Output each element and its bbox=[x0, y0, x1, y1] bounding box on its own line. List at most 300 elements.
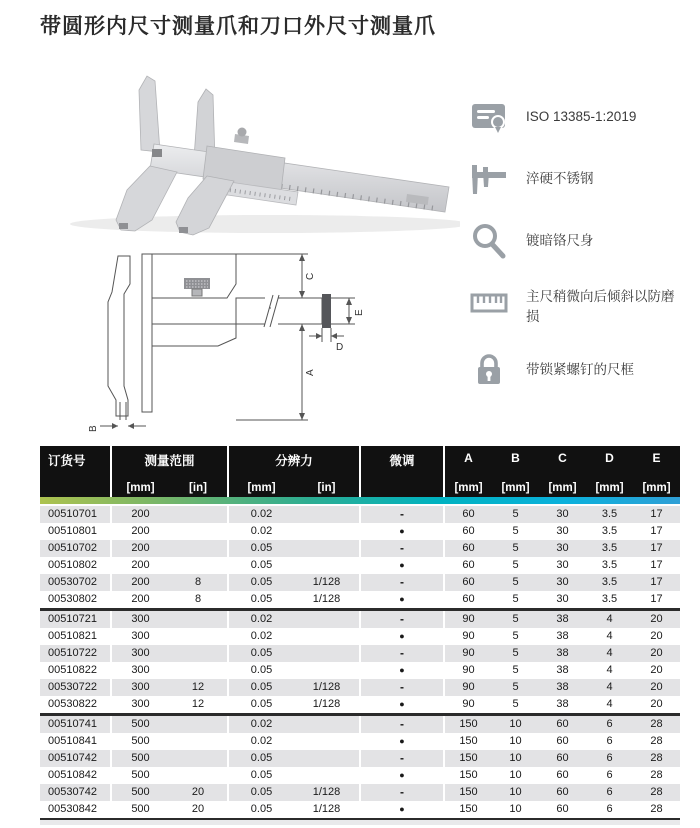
cell-dim-d: 6 bbox=[606, 735, 613, 747]
col-resolution: 分辨力 bbox=[275, 454, 313, 468]
cell-dim-e: 20 bbox=[650, 698, 663, 710]
cell-fine-adjust: - bbox=[400, 507, 404, 521]
dim-label-d: D bbox=[336, 342, 344, 353]
dim-label-c: C bbox=[305, 272, 316, 280]
cell-resolution-in bbox=[294, 767, 359, 784]
range-block bbox=[112, 611, 227, 628]
order-block bbox=[40, 801, 110, 818]
cell-fine-adjust: ● bbox=[399, 594, 405, 604]
order-block bbox=[40, 574, 110, 591]
cell-range-in: 12 bbox=[191, 698, 205, 710]
fine-adjust-block bbox=[361, 679, 443, 696]
cell-dim-a: 90 bbox=[462, 664, 475, 676]
order-block bbox=[40, 716, 110, 733]
fine-adjust-block bbox=[361, 611, 443, 628]
cell-order-number: 00510842 bbox=[48, 769, 97, 781]
cell-dim-a: 90 bbox=[462, 630, 475, 642]
cell-resolution-in bbox=[294, 716, 359, 733]
col-measuring-range: 测量范围 bbox=[144, 454, 195, 468]
cell-resolution-in bbox=[294, 540, 359, 557]
cell-dim-e: 17 bbox=[650, 542, 663, 554]
order-block bbox=[40, 645, 110, 662]
cell-dim-c: 60 bbox=[556, 803, 569, 815]
cell-resolution-in bbox=[294, 628, 359, 645]
dimensions-block bbox=[445, 611, 680, 628]
cell-dim-e: 20 bbox=[650, 630, 663, 642]
cell-dim-c: 30 bbox=[556, 525, 569, 537]
cell-range-in bbox=[169, 733, 227, 750]
cell-dim-d: 3.5 bbox=[601, 559, 618, 571]
cell-dim-d: 6 bbox=[606, 718, 613, 730]
cell-dim-e: 20 bbox=[650, 681, 663, 693]
fine-adjust-block bbox=[361, 767, 443, 784]
unit-mm: [mm] bbox=[548, 482, 577, 494]
cell-range-mm: 200 bbox=[131, 542, 150, 554]
dimensions-block bbox=[445, 679, 680, 696]
range-block bbox=[112, 679, 227, 696]
cell-fine-adjust: - bbox=[400, 575, 404, 589]
diagram-beam-end bbox=[322, 294, 331, 328]
cell-fine-adjust: - bbox=[400, 612, 404, 626]
dimensions-block bbox=[445, 767, 680, 784]
cell-dim-d: 4 bbox=[606, 698, 613, 710]
dim-label-b: B bbox=[88, 425, 99, 432]
cell-resolution-mm: 0.02 bbox=[250, 613, 273, 625]
range-block bbox=[112, 540, 227, 557]
resolution-block bbox=[229, 540, 359, 557]
cell-dim-a: 150 bbox=[459, 769, 478, 781]
cell-dim-e: 20 bbox=[650, 613, 663, 625]
cell-range-mm: 200 bbox=[131, 593, 150, 605]
dimensions-block bbox=[445, 696, 680, 713]
cell-order-number: 00530742 bbox=[48, 786, 97, 798]
table-row bbox=[40, 540, 680, 557]
cell-dim-b: 10 bbox=[509, 752, 522, 764]
magnifier-icon bbox=[470, 222, 508, 259]
cell-order-number: 00510801 bbox=[48, 525, 97, 537]
cell-range-in bbox=[169, 628, 227, 645]
cell-dim-c: 38 bbox=[556, 647, 569, 659]
cell-order-number: 00510702 bbox=[48, 542, 97, 554]
feature-label: 主尺稍微向后倾斜以防磨损 bbox=[526, 289, 675, 324]
cell-dim-d: 3.5 bbox=[601, 508, 618, 520]
diagram-knurl-grip bbox=[184, 278, 210, 289]
cell-range-mm: 300 bbox=[131, 613, 150, 625]
cell-resolution-in: 1/128 bbox=[312, 681, 341, 693]
cell-order-number: 00530822 bbox=[48, 698, 97, 710]
resolution-block bbox=[229, 784, 359, 801]
cell-dim-c: 38 bbox=[556, 681, 569, 693]
table-row bbox=[40, 662, 680, 679]
dimensions-block bbox=[445, 716, 680, 733]
fine-adjust-block bbox=[361, 733, 443, 750]
cell-dim-b: 5 bbox=[512, 664, 519, 676]
table-row bbox=[40, 733, 680, 750]
cell-dim-c: 38 bbox=[556, 698, 569, 710]
fine-adjust-block bbox=[361, 628, 443, 645]
cell-dim-a: 90 bbox=[462, 698, 475, 710]
fine-adjust-block bbox=[361, 696, 443, 713]
cell-range-in: 8 bbox=[194, 576, 202, 588]
cell-dim-a: 150 bbox=[459, 718, 478, 730]
col-order-number: 订货号 bbox=[48, 454, 86, 468]
dimensions-block bbox=[445, 540, 680, 557]
cell-dim-c: 60 bbox=[556, 735, 569, 747]
cell-resolution-mm: 0.05 bbox=[250, 803, 273, 815]
cell-range-mm: 500 bbox=[131, 786, 150, 798]
range-block bbox=[112, 645, 227, 662]
dimensions-block bbox=[445, 591, 680, 608]
cell-dim-d: 3.5 bbox=[601, 576, 618, 588]
cell-range-in bbox=[169, 662, 227, 679]
cell-dim-e: 17 bbox=[650, 593, 663, 605]
photo-upper-fixed-jaw bbox=[139, 76, 160, 152]
cell-range-mm: 300 bbox=[131, 647, 150, 659]
cell-dim-c: 38 bbox=[556, 613, 569, 625]
resolution-block bbox=[229, 750, 359, 767]
cell-dim-d: 3.5 bbox=[601, 593, 618, 605]
cell-resolution-mm: 0.02 bbox=[250, 508, 273, 520]
cell-dim-a: 90 bbox=[462, 681, 475, 693]
cell-range-mm: 200 bbox=[131, 508, 150, 520]
cell-dim-c: 30 bbox=[556, 542, 569, 554]
cell-range-mm: 300 bbox=[131, 698, 150, 710]
cell-dim-c: 38 bbox=[556, 664, 569, 676]
dimensions-block bbox=[445, 784, 680, 801]
cell-range-in bbox=[169, 523, 227, 540]
cell-range-mm: 500 bbox=[131, 769, 150, 781]
order-block bbox=[40, 679, 110, 696]
diagram-fixed-jaw bbox=[108, 256, 130, 416]
order-block bbox=[40, 523, 110, 540]
cell-range-in bbox=[169, 716, 227, 733]
dimensions-block bbox=[445, 733, 680, 750]
fine-adjust-block bbox=[361, 591, 443, 608]
cell-fine-adjust: ● bbox=[399, 665, 405, 675]
feature-label: 带锁紧螺钉的尺框 bbox=[526, 362, 634, 378]
cell-dim-c: 30 bbox=[556, 593, 569, 605]
table-row bbox=[40, 628, 680, 645]
certificate-icon bbox=[470, 98, 508, 135]
cell-range-mm: 300 bbox=[131, 630, 150, 642]
table-row bbox=[40, 696, 680, 713]
cell-fine-adjust: - bbox=[400, 646, 404, 660]
cell-resolution-mm: 0.05 bbox=[250, 786, 273, 798]
cell-range-mm: 500 bbox=[131, 718, 150, 730]
cell-dim-d: 6 bbox=[606, 769, 613, 781]
cell-fine-adjust: ● bbox=[399, 804, 405, 814]
order-block bbox=[40, 696, 110, 713]
range-block bbox=[112, 733, 227, 750]
resolution-block bbox=[229, 611, 359, 628]
cell-dim-a: 60 bbox=[462, 542, 475, 554]
dimensions-block bbox=[445, 506, 680, 523]
cell-resolution-in bbox=[294, 733, 359, 750]
cell-fine-adjust: - bbox=[400, 785, 404, 799]
cell-dim-e: 28 bbox=[650, 735, 663, 747]
header-block-fine-adjust bbox=[361, 446, 443, 497]
table-row bbox=[40, 784, 680, 801]
order-block bbox=[40, 662, 110, 679]
cell-resolution-mm: 0.05 bbox=[250, 593, 273, 605]
ruler-icon bbox=[470, 284, 508, 321]
cell-resolution-in bbox=[294, 506, 359, 523]
resolution-block bbox=[229, 628, 359, 645]
cell-dim-e: 28 bbox=[650, 752, 663, 764]
order-block bbox=[40, 540, 110, 557]
cell-fine-adjust: - bbox=[400, 680, 404, 694]
cell-dim-c: 60 bbox=[556, 752, 569, 764]
cell-range-in bbox=[169, 645, 227, 662]
table-row bbox=[40, 801, 680, 818]
cell-resolution-mm: 0.02 bbox=[250, 525, 273, 537]
unit-in: [in] bbox=[317, 482, 336, 494]
resolution-block bbox=[229, 696, 359, 713]
cell-range-mm: 300 bbox=[131, 664, 150, 676]
order-block bbox=[40, 591, 110, 608]
fine-adjust-block bbox=[361, 801, 443, 818]
cell-dim-a: 60 bbox=[462, 508, 475, 520]
unit-mm: [mm] bbox=[126, 482, 155, 494]
fine-adjust-block bbox=[361, 574, 443, 591]
header-accent-gradient bbox=[40, 497, 680, 504]
caliper-icon bbox=[470, 160, 508, 197]
fine-adjust-block bbox=[361, 540, 443, 557]
cell-dim-d: 4 bbox=[606, 630, 613, 642]
feature-chrome-scale bbox=[470, 222, 692, 259]
cell-resolution-in: 1/128 bbox=[312, 576, 341, 588]
cell-dim-e: 28 bbox=[650, 718, 663, 730]
feature-label: 淬硬不锈钢 bbox=[526, 171, 594, 186]
dimensions-block bbox=[445, 662, 680, 679]
cell-order-number: 00510701 bbox=[48, 508, 97, 520]
table-row bbox=[40, 611, 680, 628]
range-block bbox=[112, 801, 227, 818]
range-block bbox=[112, 574, 227, 591]
cell-dim-e: 20 bbox=[650, 664, 663, 676]
header-block-dimensions bbox=[445, 446, 680, 497]
cell-dim-d: 3.5 bbox=[601, 542, 618, 554]
dim-label-a: A bbox=[305, 369, 316, 376]
dimension-diagram bbox=[66, 240, 366, 436]
unit-mm: [mm] bbox=[247, 482, 276, 494]
col-fine-adjust: 微调 bbox=[389, 454, 415, 468]
cell-dim-b: 5 bbox=[512, 613, 519, 625]
cell-resolution-mm: 0.02 bbox=[250, 735, 273, 747]
cell-range-mm: 500 bbox=[131, 735, 150, 747]
resolution-block bbox=[229, 645, 359, 662]
cell-dim-b: 10 bbox=[509, 735, 522, 747]
cell-range-in bbox=[169, 750, 227, 767]
photo-fixed-jaw-tip bbox=[119, 223, 128, 229]
range-block bbox=[112, 767, 227, 784]
table-row bbox=[40, 767, 680, 784]
cell-dim-b: 5 bbox=[512, 576, 519, 588]
cell-resolution-mm: 0.05 bbox=[250, 752, 273, 764]
cell-resolution-in bbox=[294, 523, 359, 540]
order-block bbox=[40, 506, 110, 523]
cell-fine-adjust: - bbox=[400, 541, 404, 555]
cell-order-number: 00510742 bbox=[48, 752, 97, 764]
cell-fine-adjust: - bbox=[400, 717, 404, 731]
col-dim-c: C bbox=[558, 451, 567, 465]
cell-resolution-in bbox=[294, 645, 359, 662]
col-dim-d: D bbox=[605, 451, 614, 465]
lock-icon bbox=[470, 351, 508, 388]
cell-dim-b: 5 bbox=[512, 630, 519, 642]
cell-fine-adjust: ● bbox=[399, 736, 405, 746]
cell-dim-d: 4 bbox=[606, 647, 613, 659]
resolution-block bbox=[229, 679, 359, 696]
cell-resolution-in bbox=[294, 611, 359, 628]
feature-tilted-scale bbox=[470, 284, 692, 326]
resolution-block bbox=[229, 733, 359, 750]
cell-dim-b: 5 bbox=[512, 542, 519, 554]
fine-adjust-block bbox=[361, 645, 443, 662]
cell-dim-a: 90 bbox=[462, 613, 475, 625]
diagram-grip-stem bbox=[192, 289, 202, 296]
cell-dim-b: 5 bbox=[512, 647, 519, 659]
diagram-movable-jaw bbox=[142, 254, 152, 412]
cell-range-in: 8 bbox=[194, 593, 202, 605]
cell-dim-d: 6 bbox=[606, 752, 613, 764]
cell-range-mm: 200 bbox=[131, 525, 150, 537]
cell-order-number: 00510821 bbox=[48, 630, 97, 642]
order-block bbox=[40, 628, 110, 645]
resolution-block bbox=[229, 767, 359, 784]
cell-dim-a: 150 bbox=[459, 752, 478, 764]
table-row bbox=[40, 645, 680, 662]
cell-dim-b: 10 bbox=[509, 718, 522, 730]
order-block bbox=[40, 784, 110, 801]
cell-range-in bbox=[169, 611, 227, 628]
cell-order-number: 00530842 bbox=[48, 803, 97, 815]
cell-range-mm: 500 bbox=[131, 803, 150, 815]
cell-order-number: 00530722 bbox=[48, 681, 97, 693]
table-body bbox=[40, 506, 680, 818]
cell-resolution-in bbox=[294, 750, 359, 767]
dimensions-block bbox=[445, 750, 680, 767]
cell-dim-c: 30 bbox=[556, 576, 569, 588]
resolution-block bbox=[229, 591, 359, 608]
product-table bbox=[40, 446, 680, 825]
cell-resolution-in bbox=[294, 557, 359, 574]
cell-dim-b: 5 bbox=[512, 525, 519, 537]
cell-resolution-mm: 0.05 bbox=[250, 769, 273, 781]
cell-range-in: 20 bbox=[191, 803, 205, 815]
cell-dim-a: 60 bbox=[462, 525, 475, 537]
range-block bbox=[112, 716, 227, 733]
col-dim-a: A bbox=[464, 451, 473, 465]
cell-dim-b: 5 bbox=[512, 698, 519, 710]
cell-dim-a: 60 bbox=[462, 576, 475, 588]
header-block-resolution bbox=[229, 446, 359, 497]
order-block bbox=[40, 557, 110, 574]
cell-dim-b: 5 bbox=[512, 681, 519, 693]
cell-resolution-in: 1/128 bbox=[312, 698, 341, 710]
dim-label-e: E bbox=[354, 309, 365, 316]
feature-iso bbox=[470, 98, 692, 135]
table-row bbox=[40, 679, 680, 696]
caliper-photo bbox=[55, 60, 460, 238]
fine-adjust-block bbox=[361, 523, 443, 540]
cell-dim-e: 17 bbox=[650, 508, 663, 520]
cell-dim-e: 28 bbox=[650, 786, 663, 798]
col-dim-e: E bbox=[652, 451, 661, 465]
range-block bbox=[112, 557, 227, 574]
order-block bbox=[40, 611, 110, 628]
feature-label: ISO 13385-1:2019 bbox=[526, 109, 637, 124]
cell-range-in: 12 bbox=[191, 681, 205, 693]
feature-hardened-steel bbox=[470, 160, 692, 197]
range-block bbox=[112, 750, 227, 767]
unit-mm: [mm] bbox=[454, 482, 483, 494]
cell-order-number: 00510822 bbox=[48, 664, 97, 676]
cell-resolution-mm: 0.05 bbox=[250, 664, 273, 676]
cell-dim-d: 6 bbox=[606, 786, 613, 798]
cell-range-mm: 200 bbox=[131, 559, 150, 571]
cell-dim-c: 60 bbox=[556, 769, 569, 781]
cell-dim-d: 4 bbox=[606, 613, 613, 625]
feature-label: 镀暗铬尺身 bbox=[526, 233, 594, 248]
cell-resolution-mm: 0.02 bbox=[250, 718, 273, 730]
table-row bbox=[40, 506, 680, 523]
cell-resolution-mm: 0.05 bbox=[250, 647, 273, 659]
cell-dim-e: 20 bbox=[650, 647, 663, 659]
dimensions-block bbox=[445, 557, 680, 574]
cell-dim-e: 28 bbox=[650, 769, 663, 781]
cell-order-number: 00510802 bbox=[48, 559, 97, 571]
cell-fine-adjust: ● bbox=[399, 526, 405, 536]
range-block bbox=[112, 784, 227, 801]
cell-resolution-mm: 0.05 bbox=[250, 559, 273, 571]
cell-range-mm: 200 bbox=[131, 576, 150, 588]
resolution-block bbox=[229, 716, 359, 733]
cell-range-mm: 300 bbox=[131, 681, 150, 693]
cell-dim-b: 5 bbox=[512, 508, 519, 520]
cell-dim-a: 150 bbox=[459, 735, 478, 747]
photo-logo-tag bbox=[152, 149, 162, 157]
cell-dim-c: 60 bbox=[556, 718, 569, 730]
cell-dim-b: 10 bbox=[509, 769, 522, 781]
fine-adjust-block bbox=[361, 506, 443, 523]
table-row bbox=[40, 750, 680, 767]
table-row bbox=[40, 591, 680, 608]
range-block bbox=[112, 506, 227, 523]
cell-fine-adjust: ● bbox=[399, 770, 405, 780]
cell-dim-c: 30 bbox=[556, 559, 569, 571]
cell-resolution-mm: 0.02 bbox=[250, 630, 273, 642]
range-block bbox=[112, 523, 227, 540]
photo-screw-knob bbox=[238, 128, 247, 137]
dimensions-block bbox=[445, 574, 680, 591]
cell-resolution-in: 1/128 bbox=[312, 593, 341, 605]
resolution-block bbox=[229, 506, 359, 523]
unit-mm: [mm] bbox=[501, 482, 530, 494]
cell-range-in bbox=[169, 557, 227, 574]
cell-fine-adjust: ● bbox=[399, 699, 405, 709]
cell-dim-c: 60 bbox=[556, 786, 569, 798]
cell-dim-b: 5 bbox=[512, 593, 519, 605]
table-row bbox=[40, 557, 680, 574]
fine-adjust-block bbox=[361, 784, 443, 801]
cell-dim-b: 10 bbox=[509, 803, 522, 815]
table-bottom-strip bbox=[40, 820, 680, 825]
dimensions-block bbox=[445, 523, 680, 540]
header-block-range bbox=[112, 446, 227, 497]
cell-dim-d: 4 bbox=[606, 681, 613, 693]
resolution-block bbox=[229, 662, 359, 679]
